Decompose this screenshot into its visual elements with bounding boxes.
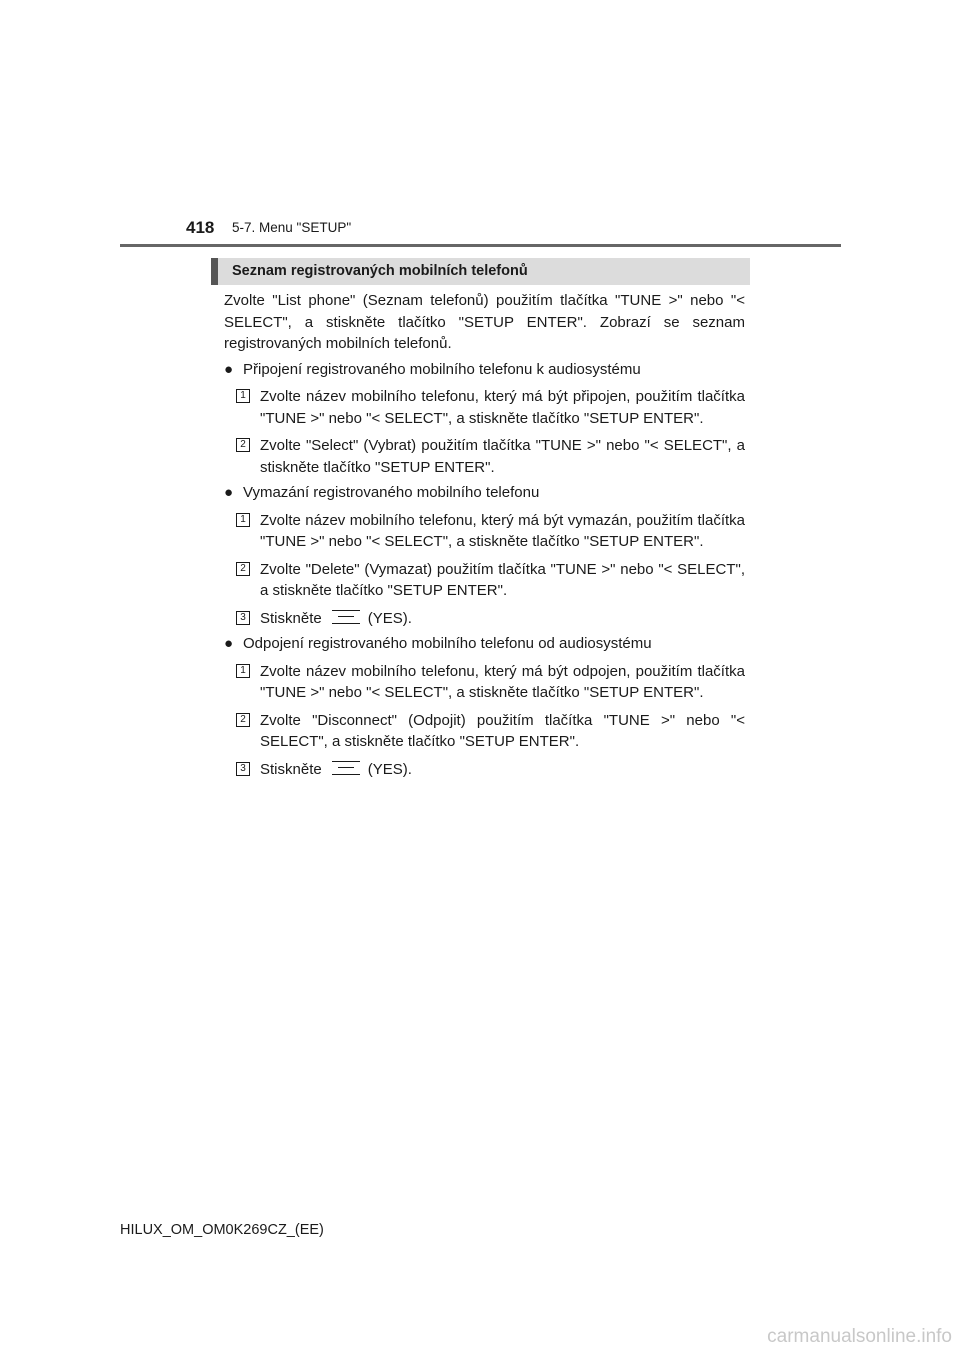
step-item bbox=[224, 608, 745, 630]
preset-button-icon bbox=[332, 761, 360, 775]
step-number: 3 bbox=[236, 762, 250, 776]
step-number: 2 bbox=[236, 562, 250, 576]
step-text-post: (YES). bbox=[367, 609, 412, 627]
bullet-text: Připojení registrovaného mobilního telefonu k audiosystému bbox=[243, 360, 641, 378]
filled-circle-icon: ● bbox=[224, 635, 234, 652]
bullet-text: Vymazání registrovaného mobilního telefonu bbox=[243, 484, 540, 501]
filled-circle-icon: ● bbox=[224, 360, 234, 378]
bullet-text: Odpojení registrovaného mobilního telefonu od audiosystému bbox=[243, 635, 652, 652]
footer-code: HILUX_OM_OM0K269CZ_(EE) bbox=[120, 1222, 324, 1238]
bullet-item bbox=[224, 359, 745, 381]
step-text: Zvolte "Delete" (Vymazat) použitím tlačítka "TUNE >" nebo "< SELECT", a stiskněte tlačítko "SETUP ENTER". bbox=[260, 560, 745, 599]
step-text-pre: Stiskněte bbox=[260, 760, 322, 778]
watermark: carmanualsonline.info bbox=[767, 1326, 952, 1347]
step-number: 1 bbox=[236, 389, 250, 403]
step-item bbox=[224, 559, 745, 602]
step-number: 1 bbox=[236, 513, 250, 527]
step-item bbox=[224, 759, 745, 781]
main-content bbox=[224, 290, 745, 780]
step-number: 2 bbox=[236, 713, 250, 727]
section-title: Seznam registrovaných mobilních telefonů bbox=[232, 263, 528, 279]
step-number: 1 bbox=[236, 664, 250, 678]
preset-button-icon bbox=[332, 610, 360, 624]
step-text-post: (YES). bbox=[367, 760, 412, 778]
bullet-item bbox=[224, 482, 745, 504]
chapter-title: 5-7. Menu "SETUP" bbox=[232, 220, 352, 235]
step-text-pre: Stiskněte bbox=[260, 609, 322, 627]
step-item bbox=[224, 435, 745, 478]
step-item bbox=[224, 710, 745, 753]
page-number: 418 bbox=[186, 218, 215, 237]
filled-circle-icon: ● bbox=[224, 484, 234, 501]
step-text: Zvolte název mobilního telefonu, který má být vymazán, použitím tlačítka "TUNE >" nebo "< SELECT", a stiskněte tlačítko "SETUP ENTER". bbox=[260, 511, 745, 550]
step-number: 3 bbox=[236, 611, 250, 625]
step-number: 2 bbox=[236, 438, 250, 452]
step-item bbox=[224, 386, 745, 429]
step-text: Zvolte název mobilního telefonu, který má být odpojen, použitím tlačítka "TUNE >" nebo "< SELECT", a stiskněte tlačítko "SETUP ENTER". bbox=[260, 662, 745, 701]
section-heading-bar bbox=[211, 258, 750, 285]
step-text: Zvolte "Disconnect" (Odpojit) použitím tlačítka "TUNE >" nebo "< SELECT", a stiskněte tlačítko "SETUP ENTER". bbox=[260, 711, 745, 750]
bullet-item bbox=[224, 633, 745, 655]
step-item bbox=[224, 510, 745, 553]
header-rule bbox=[120, 244, 841, 247]
step-text: Zvolte "Select" (Vybrat) použitím tlačítka "TUNE >" nebo "< SELECT", a stiskněte tlačítko "SETUP ENTER". bbox=[260, 437, 745, 476]
step-item bbox=[224, 661, 745, 704]
intro-paragraph: Zvolte "List phone" (Seznam telefonů) použitím tlačítka "TUNE >" nebo "< SELECT", a stiskněte tlačítko "SETUP ENTER". Zobrazí se seznam registrovaných mobilních telefonů. bbox=[224, 292, 745, 352]
step-text: Zvolte název mobilního telefonu, který má být připojen, použitím tlačítka "TUNE >" nebo "< SELECT", a stiskněte tlačítko "SETUP ENTER". bbox=[260, 388, 745, 427]
